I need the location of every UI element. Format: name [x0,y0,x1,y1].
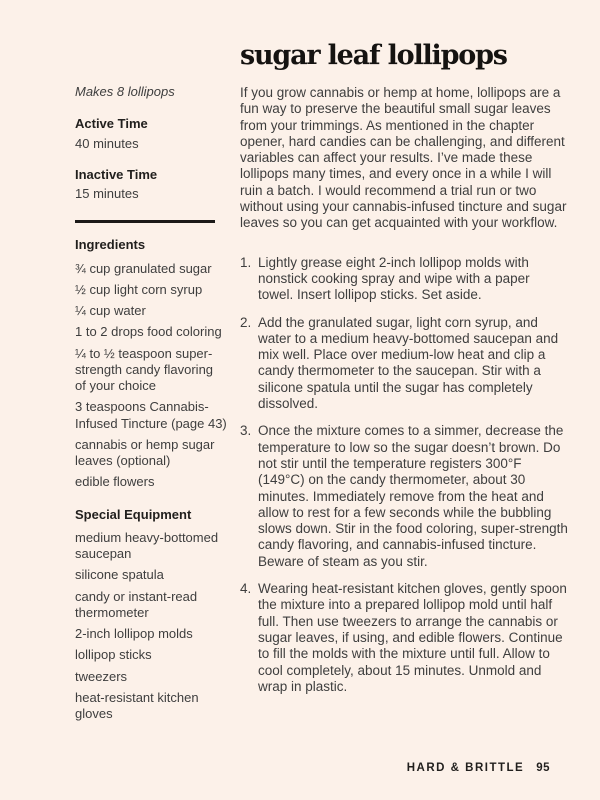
equipment-heading: Special Equipment [75,506,192,522]
equipment-item: 2-inch lollipop molds [75,626,193,641]
step-number: 1. [240,254,252,270]
recipe-intro: If you grow cannabis or hemp at home, lollipops are a fun way to preserve the beautiful small sugar leaves from your trimmings. As mentioned in the chapter opener, hard candies can be challenging, and different variables can affect your results. I’ve made these lollipops many times, and every once in a while I will ruin a batch. I would recommend a trial run or two without using your cannabis-infused tincture and sugar leaves so you can get acquainted with your workflow. [240,85,567,231]
active-time-value: 40 minutes [75,135,139,151]
ingredients-list [75,261,227,491]
inactive-time-label: Inactive Time [75,166,158,182]
ingredient-item: 3 teaspoons Cannabis-Infused Tincture (page 43) [75,399,227,431]
step-text: Once the mixture comes to a simmer, decrease the temperature to low so the sugar doesn’t brown. Do not stir until the temperature registers 300°F (149°C) on the candy thermometer, about 30 minutes. Immediately remove from the heat and allow to rest for a few seconds while the bubbling slows down. Stir in the food coloring, super-strength candy flavoring, and cannabis-infused tincture. Beware of steam as you stir. [258,423,568,569]
ingredient-item: ¼ to ½ teaspoon super-strength candy flavoring of your choice [75,345,214,393]
step-number: 3. [240,423,252,439]
equipment-list [75,530,227,723]
step-text: Add the granulated sugar, light corn syrup, and water to a medium heavy-bottomed saucepan and mix well. Place over medium-low heat and clip a candy thermometer to the saucepan. Stir with a silicone spatula until the sugar has completely dissolved. [258,314,559,412]
ingredient-item: ½ cup light corn syrup [75,281,203,297]
equipment-section [75,507,227,723]
equipment-item: candy or instant-read thermometer [75,588,198,620]
step-number: 2. [240,314,252,330]
equipment-item: silicone spatula [75,567,164,583]
recipe-sidebar [75,84,227,727]
equipment-item: medium heavy-bottomed saucepan [75,529,219,561]
step-3 [240,423,568,570]
recipe-main [240,40,568,706]
equipment-item: lollipop sticks [75,647,152,663]
step-text: Lightly grease eight 2-inch lollipop molds with nonstick cooking spray and wipe with a paper towel. Insert lollipop sticks. Set aside. [258,254,530,303]
step-1 [240,255,568,304]
step-number: 4. [240,581,252,597]
ingredients-section [75,237,227,490]
page-footer [407,762,550,774]
ingredient-item: edible flowers [75,474,155,490]
equipment-item: tweezers [75,668,128,684]
step-4 [240,581,568,695]
ingredients-heading: Ingredients [75,237,146,253]
active-time-block [75,116,227,152]
recipe-steps [240,255,568,695]
page-number: 95 [536,762,550,774]
step-text: Wearing heat-resistant kitchen gloves, gently spoon the mixture into a prepared lollipop mold until half full. Then use tweezers to arrange the cannabis or sugar leaves, if using, and edible flowers. Continue to fill the molds with the mixture until full. Allow to cool completely, about 15 minutes. Unmold and wrap in plastic. [258,581,567,694]
equipment-item: heat-resistant kitchen gloves [75,689,199,721]
inactive-time-value: 15 minutes [75,186,139,201]
chapter-name: HARD & BRITTLE [406,762,525,774]
ingredient-item: 1 to 2 drops food coloring [75,324,222,340]
ingredient-item: ¼ cup water [75,303,146,318]
active-time-label: Active Time [75,116,148,132]
yield-note: Makes 8 lollipops [75,84,175,99]
inactive-time-block [75,167,227,203]
ingredient-item: cannabis or hemp sugar leaves (optional) [75,436,215,468]
recipe-title: sugar leaf lollipops [240,40,507,71]
step-2 [240,315,568,413]
ingredient-item: ¾ cup granulated sugar [75,260,212,276]
sidebar-divider [75,220,215,223]
